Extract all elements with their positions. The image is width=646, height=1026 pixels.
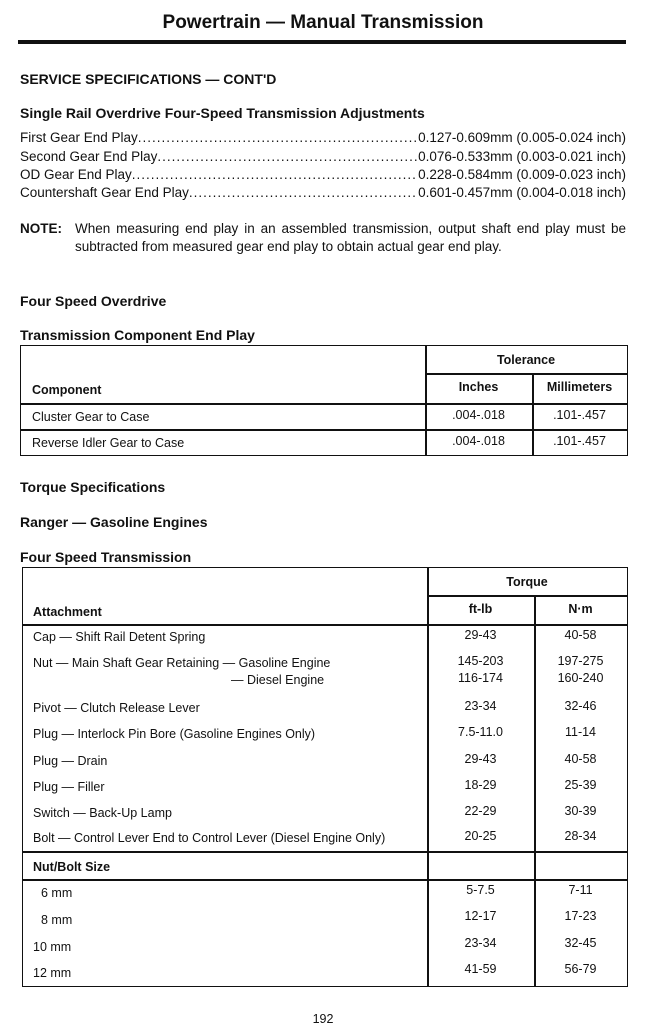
row-divider — [23, 624, 627, 626]
torque-table-heading: Four Speed Transmission — [20, 549, 192, 565]
table-cell: Reverse Idler Gear to Case — [32, 436, 185, 450]
table-cell: 160-240 — [557, 671, 604, 685]
table-cell: 8 mm — [41, 913, 73, 927]
table-cell: 30-39 — [564, 804, 597, 818]
ranger-heading: Ranger — Gasoline Engines — [20, 514, 208, 530]
table-cell: .004-.018 — [452, 434, 505, 448]
note-block — [20, 220, 626, 256]
column-header: ft-lb — [468, 602, 493, 616]
column-header: Attachment — [33, 605, 102, 619]
table-cell: 56-79 — [564, 962, 597, 976]
spec-row — [20, 185, 626, 203]
table-cell: Nut — Main Shaft Gear Retaining — Gasoline Engine — [33, 656, 331, 670]
table-cell: 32-45 — [564, 936, 597, 950]
column-header: Component — [32, 383, 102, 397]
spec-label: OD Gear End Play — [20, 167, 132, 182]
table-cell: 40-58 — [564, 752, 597, 766]
end-play-table-heading: Transmission Component End Play — [20, 327, 255, 343]
column-header: Millimeters — [546, 380, 613, 394]
table-cell: Plug — Filler — [33, 780, 105, 794]
table-cell: .101-.457 — [553, 408, 606, 422]
table-cell: Cap — Shift Rail Detent Spring — [33, 630, 206, 644]
torque-heading: Torque Specifications — [20, 479, 166, 495]
table-cell: 197-275 — [557, 654, 604, 668]
spec-value: 0.127-0.609mm (0.005-0.024 inch) — [418, 130, 626, 145]
table-cell: 29-43 — [464, 752, 497, 766]
leader-dots — [138, 130, 418, 145]
table-cell: 25-39 — [564, 778, 597, 792]
table-cell: 7.5-11.0 — [458, 725, 503, 739]
table-cell: 28-34 — [564, 829, 597, 843]
spec-label: Countershaft Gear End Play — [20, 185, 189, 200]
table-cell: 40-58 — [564, 628, 597, 642]
table-cell: 17-23 — [564, 909, 597, 923]
column-header: N·m — [568, 602, 593, 616]
table-cell: 23-34 — [464, 699, 497, 713]
table-cell: Switch — Back-Up Lamp — [33, 806, 172, 820]
leader-dots — [132, 167, 418, 182]
spec-label: Second Gear End Play — [20, 149, 158, 164]
leader-dots — [189, 185, 418, 200]
table-cell: 18-29 — [464, 778, 497, 792]
table-cell: .101-.457 — [553, 434, 606, 448]
note-text: When measuring end play in an assembled transmission, output shaft end play must be subtracted from measured gear end play to obtain actual gear end play. — [75, 221, 626, 254]
row-divider — [427, 595, 627, 597]
adjustments-heading: Single Rail Overdrive Four-Speed Transmission Adjustments — [20, 105, 425, 121]
table-cell: .004-.018 — [452, 408, 505, 422]
table-cell: 23-34 — [464, 936, 497, 950]
column-group-header: Tolerance — [496, 353, 556, 367]
row-divider — [23, 851, 627, 853]
column-group-header: Torque — [506, 575, 548, 589]
table-cell: 145-203 — [457, 654, 504, 668]
spec-row — [20, 130, 626, 148]
row-divider — [23, 879, 627, 881]
table-cell: 7-11 — [568, 883, 593, 897]
note-label: NOTE: — [20, 221, 62, 236]
page-number: 192 — [312, 1012, 334, 1026]
table-cell: Bolt — Control Lever End to Control Lever (Diesel Engine Only) — [33, 831, 386, 845]
row-divider — [21, 429, 627, 431]
table-cell: 41-59 — [464, 962, 497, 976]
table-cell: 6 mm — [41, 886, 73, 900]
table-cell: 116-174 — [458, 671, 503, 685]
table-cell: 29-43 — [464, 628, 497, 642]
spec-row — [20, 149, 626, 167]
four-speed-overdrive-heading: Four Speed Overdrive — [20, 293, 167, 309]
size-section-header: Nut/Bolt Size — [33, 860, 111, 874]
table-cell: 22-29 — [464, 804, 497, 818]
column-header: Inches — [458, 380, 499, 394]
spec-value: 0.228-0.584mm (0.009-0.023 inch) — [418, 167, 626, 182]
spec-label: First Gear End Play — [20, 130, 138, 145]
table-cell: Pivot — Clutch Release Lever — [33, 701, 200, 715]
table-cell: Plug — Interlock Pin Bore (Gasoline Engines Only) — [33, 727, 316, 741]
spec-row — [20, 167, 626, 185]
table-cell: 20-25 — [464, 829, 497, 843]
table-cell: 32-46 — [564, 699, 597, 713]
title-rule — [18, 40, 626, 44]
table-cell: 12 mm — [33, 966, 72, 980]
table-cell: 11-14 — [564, 725, 597, 739]
table-cell: 5-7.5 — [466, 883, 495, 897]
table-cell: — Diesel Engine — [231, 673, 325, 687]
table-cell: 10 mm — [33, 940, 72, 954]
spec-value: 0.601-0.457mm (0.004-0.018 inch) — [418, 185, 626, 200]
leader-dots — [157, 149, 418, 164]
row-divider — [21, 403, 627, 405]
row-divider — [425, 373, 627, 375]
table-cell: Plug — Drain — [33, 754, 108, 768]
table-cell: Cluster Gear to Case — [32, 410, 150, 424]
spec-value: 0.076-0.533mm (0.003-0.021 inch) — [418, 149, 626, 164]
torque-table — [22, 567, 628, 987]
page-title: Powertrain — Manual Transmission — [162, 12, 484, 33]
section-heading: SERVICE SPECIFICATIONS — CONT'D — [20, 71, 277, 87]
end-play-table — [20, 345, 628, 456]
table-cell: 12-17 — [464, 909, 497, 923]
